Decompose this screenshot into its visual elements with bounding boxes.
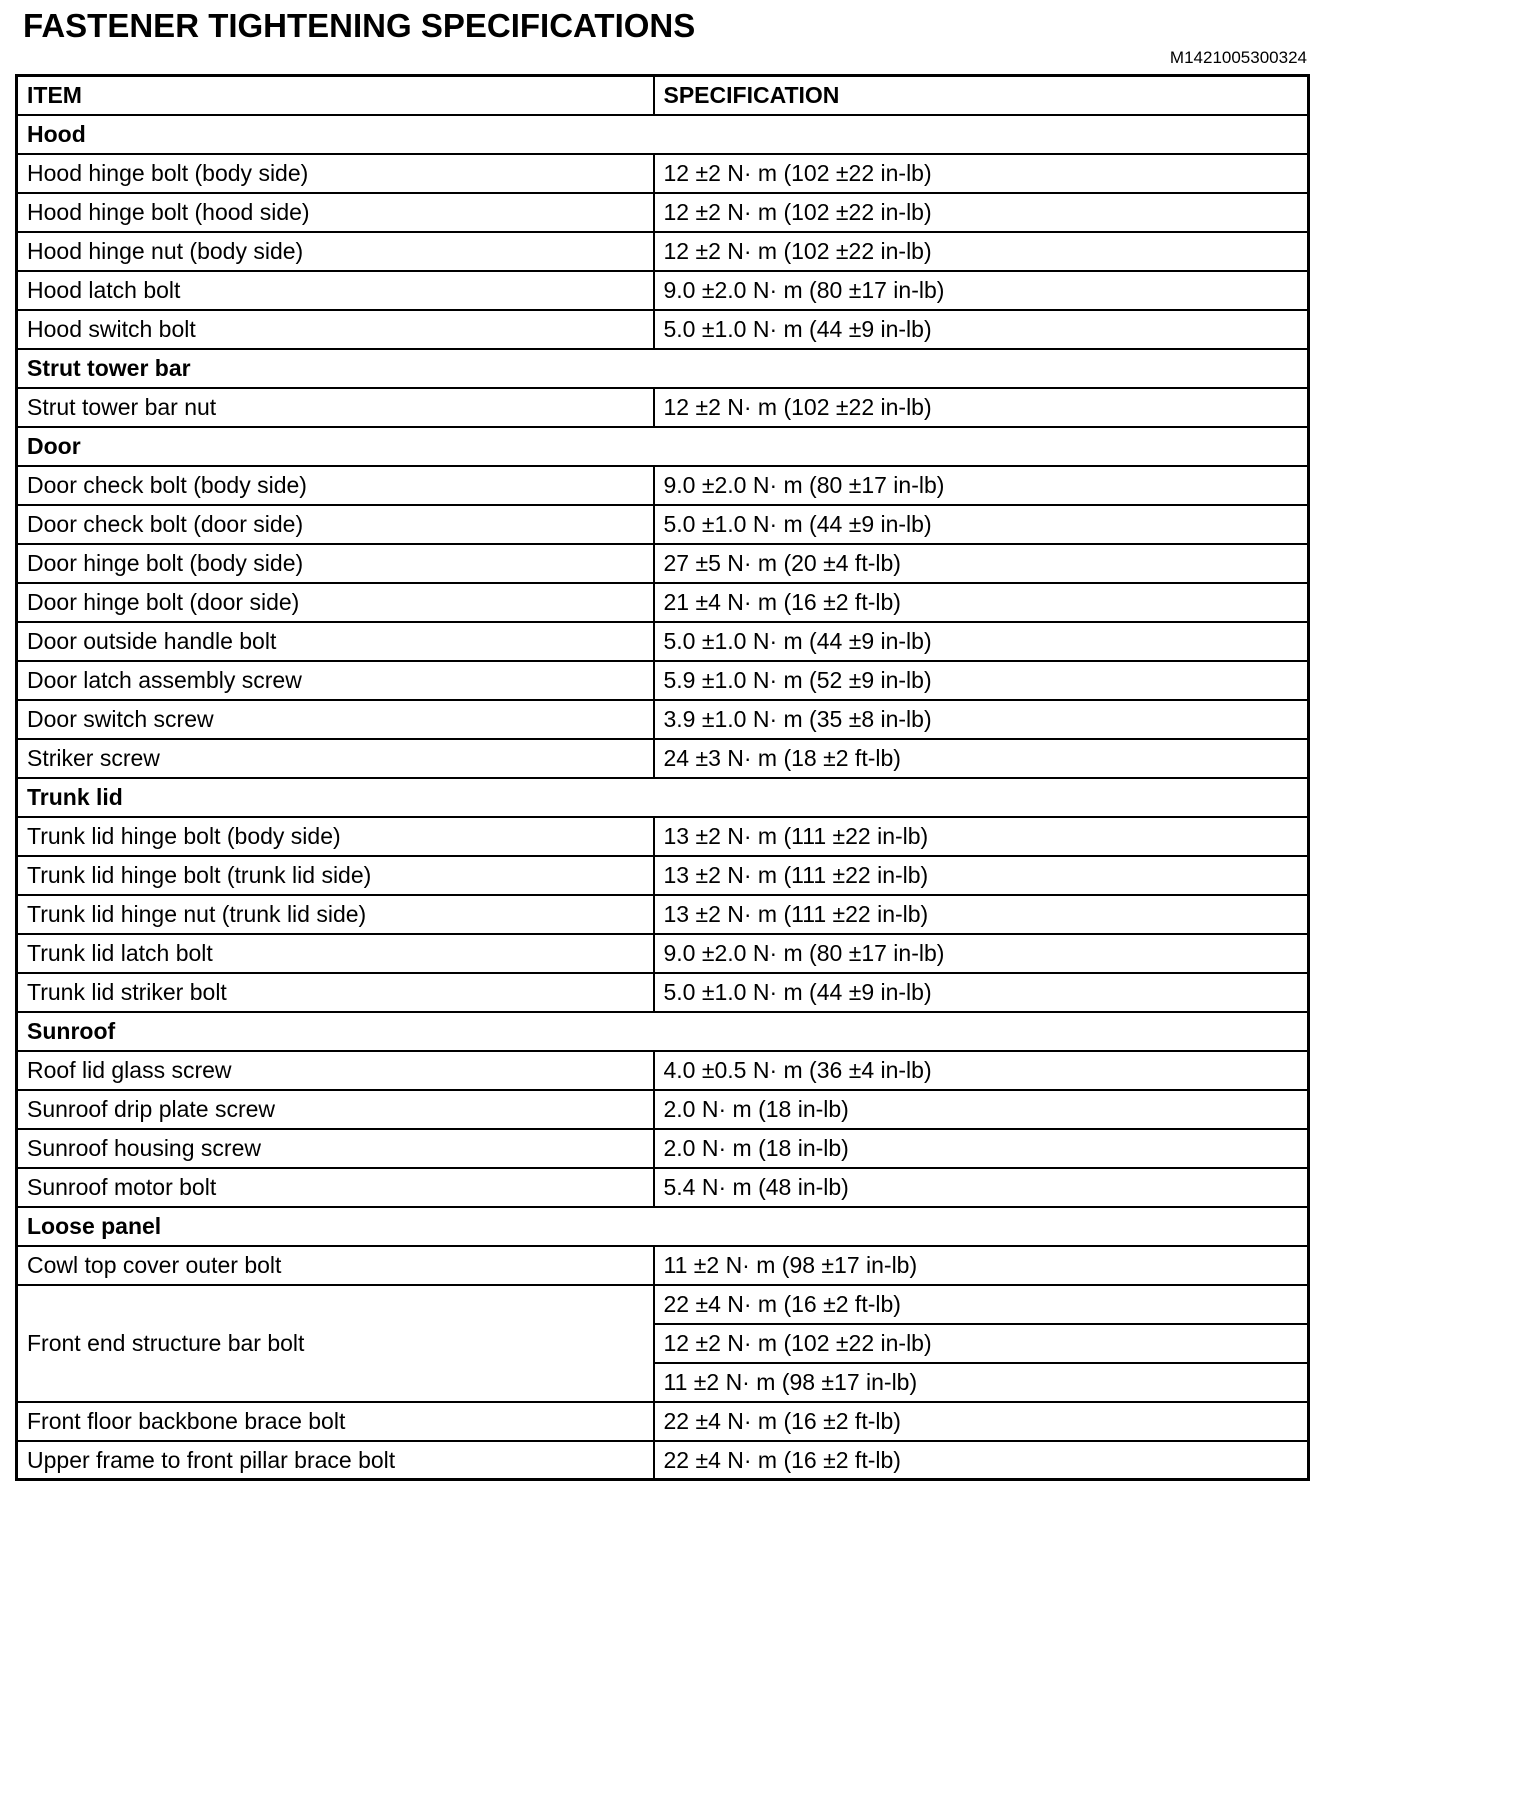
item-cell: Hood hinge bolt (body side) xyxy=(17,154,654,193)
spec-cell: 2.0 N· m (18 in-lb) xyxy=(654,1129,1309,1168)
item-cell: Trunk lid latch bolt xyxy=(17,934,654,973)
item-cell: Sunroof drip plate screw xyxy=(17,1090,654,1129)
item-cell: Trunk lid hinge bolt (trunk lid side) xyxy=(17,856,654,895)
section-header: Door xyxy=(17,427,1309,466)
spec-cell: 5.0 ±1.0 N· m (44 ±9 in-lb) xyxy=(654,622,1309,661)
table-row xyxy=(17,1285,1309,1324)
section-header-row xyxy=(17,778,1309,817)
item-cell: Door hinge bolt (body side) xyxy=(17,544,654,583)
table-row xyxy=(17,310,1309,349)
section-header: Strut tower bar xyxy=(17,349,1309,388)
table-row xyxy=(17,622,1309,661)
doc-code: M1421005300324 xyxy=(1169,48,1307,68)
item-cell: Front end structure bar bolt xyxy=(17,1285,654,1402)
table-row xyxy=(17,505,1309,544)
spec-cell: 9.0 ±2.0 N· m (80 ±17 in-lb) xyxy=(654,934,1309,973)
table-row xyxy=(17,1441,1309,1480)
spec-cell: 2.0 N· m (18 in-lb) xyxy=(654,1090,1309,1129)
item-cell: Hood latch bolt xyxy=(17,271,654,310)
item-cell: Door check bolt (body side) xyxy=(17,466,654,505)
spec-cell: 22 ±4 N· m (16 ±2 ft-lb) xyxy=(654,1285,1309,1324)
table-row xyxy=(17,739,1309,778)
table-row xyxy=(17,973,1309,1012)
item-cell: Trunk lid hinge nut (trunk lid side) xyxy=(17,895,654,934)
table-row xyxy=(17,817,1309,856)
spec-cell: 12 ±2 N· m (102 ±22 in-lb) xyxy=(654,388,1309,427)
spec-cell: 11 ±2 N· m (98 ±17 in-lb) xyxy=(654,1246,1309,1285)
section-header: Loose panel xyxy=(17,1207,1309,1246)
table-row xyxy=(17,1168,1309,1207)
table-row xyxy=(17,1090,1309,1129)
table-row xyxy=(17,388,1309,427)
section-header: Trunk lid xyxy=(17,778,1309,817)
spec-cell: 27 ±5 N· m (20 ±4 ft-lb) xyxy=(654,544,1309,583)
col-header-item: ITEM xyxy=(17,76,654,115)
section-header: Hood xyxy=(17,115,1309,154)
section-header-row xyxy=(17,427,1309,466)
item-cell: Sunroof motor bolt xyxy=(17,1168,654,1207)
table-row xyxy=(17,232,1309,271)
item-cell: Roof lid glass screw xyxy=(17,1051,654,1090)
table-row xyxy=(17,466,1309,505)
table-row xyxy=(17,856,1309,895)
section-header-row xyxy=(17,1207,1309,1246)
section-header-row xyxy=(17,349,1309,388)
table-row xyxy=(17,700,1309,739)
spec-cell: 22 ±4 N· m (16 ±2 ft-lb) xyxy=(654,1402,1309,1441)
spec-cell: 22 ±4 N· m (16 ±2 ft-lb) xyxy=(654,1441,1309,1480)
item-cell: Door check bolt (door side) xyxy=(17,505,654,544)
item-cell: Door outside handle bolt xyxy=(17,622,654,661)
fastener-spec-table xyxy=(15,74,1310,1481)
spec-cell: 21 ±4 N· m (16 ±2 ft-lb) xyxy=(654,583,1309,622)
spec-cell: 11 ±2 N· m (98 ±17 in-lb) xyxy=(654,1363,1309,1402)
table-body xyxy=(17,115,1309,1480)
item-cell: Door hinge bolt (door side) xyxy=(17,583,654,622)
spec-cell: 13 ±2 N· m (111 ±22 in-lb) xyxy=(654,817,1309,856)
table-row xyxy=(17,193,1309,232)
spec-cell: 5.4 N· m (48 in-lb) xyxy=(654,1168,1309,1207)
spec-cell: 24 ±3 N· m (18 ±2 ft-lb) xyxy=(654,739,1309,778)
item-cell: Front floor backbone brace bolt xyxy=(17,1402,654,1441)
item-cell: Door latch assembly screw xyxy=(17,661,654,700)
item-cell: Trunk lid hinge bolt (body side) xyxy=(17,817,654,856)
table-row xyxy=(17,1402,1309,1441)
section-header-row xyxy=(17,1012,1309,1051)
table-row xyxy=(17,544,1309,583)
table-row xyxy=(17,271,1309,310)
spec-cell: 4.0 ±0.5 N· m (36 ±4 in-lb) xyxy=(654,1051,1309,1090)
spec-cell: 13 ±2 N· m (111 ±22 in-lb) xyxy=(654,856,1309,895)
item-cell: Hood switch bolt xyxy=(17,310,654,349)
table-row xyxy=(17,895,1309,934)
section-header: Sunroof xyxy=(17,1012,1309,1051)
item-cell: Cowl top cover outer bolt xyxy=(17,1246,654,1285)
spec-cell: 5.0 ±1.0 N· m (44 ±9 in-lb) xyxy=(654,310,1309,349)
item-cell: Upper frame to front pillar brace bolt xyxy=(17,1441,654,1480)
table-row xyxy=(17,583,1309,622)
spec-cell: 5.9 ±1.0 N· m (52 ±9 in-lb) xyxy=(654,661,1309,700)
item-cell: Strut tower bar nut xyxy=(17,388,654,427)
spec-cell: 5.0 ±1.0 N· m (44 ±9 in-lb) xyxy=(654,505,1309,544)
item-cell: Trunk lid striker bolt xyxy=(17,973,654,1012)
spec-cell: 13 ±2 N· m (111 ±22 in-lb) xyxy=(654,895,1309,934)
table-row xyxy=(17,661,1309,700)
spec-cell: 9.0 ±2.0 N· m (80 ±17 in-lb) xyxy=(654,466,1309,505)
spec-cell: 9.0 ±2.0 N· m (80 ±17 in-lb) xyxy=(654,271,1309,310)
spec-cell: 12 ±2 N· m (102 ±22 in-lb) xyxy=(654,193,1309,232)
section-header-row xyxy=(17,115,1309,154)
table-row xyxy=(17,934,1309,973)
col-header-specification: SPECIFICATION xyxy=(654,76,1309,115)
page-title: FASTENER TIGHTENING SPECIFICATIONS xyxy=(23,7,696,44)
table-row xyxy=(17,1246,1309,1285)
spec-cell: 3.9 ±1.0 N· m (35 ±8 in-lb) xyxy=(654,700,1309,739)
table-row xyxy=(17,154,1309,193)
item-cell: Sunroof housing screw xyxy=(17,1129,654,1168)
item-cell: Hood hinge nut (body side) xyxy=(17,232,654,271)
column-header-row xyxy=(17,76,1309,115)
item-cell: Door switch screw xyxy=(17,700,654,739)
item-cell: Striker screw xyxy=(17,739,654,778)
spec-cell: 5.0 ±1.0 N· m (44 ±9 in-lb) xyxy=(654,973,1309,1012)
item-cell: Hood hinge bolt (hood side) xyxy=(17,193,654,232)
table-row xyxy=(17,1051,1309,1090)
spec-cell: 12 ±2 N· m (102 ±22 in-lb) xyxy=(654,1324,1309,1363)
table-row xyxy=(17,1129,1309,1168)
spec-cell: 12 ±2 N· m (102 ±22 in-lb) xyxy=(654,232,1309,271)
spec-cell: 12 ±2 N· m (102 ±22 in-lb) xyxy=(654,154,1309,193)
